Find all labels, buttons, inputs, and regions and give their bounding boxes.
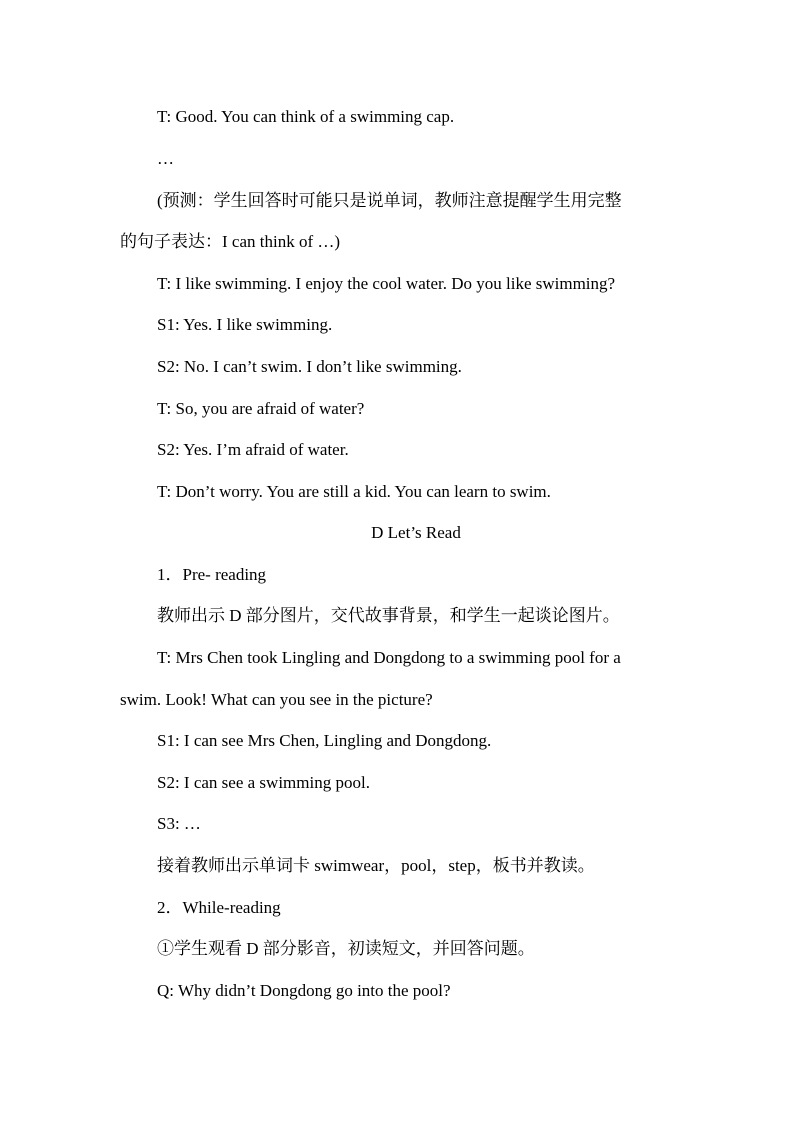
dialogue-line: T: Don’t worry. You are still a kid. You can learn to swim. [157,482,551,501]
dialogue-line: S2: I can see a swimming pool. [157,773,370,792]
dialogue-line: S1: I can see Mrs Chen, Lingling and Dongdong. [157,731,492,750]
dialogue-line: S2: No. I can’t swim. I don’t like swimming. [157,357,462,376]
dialogue-line: S2: Yes. I’m afraid of water. [157,440,349,459]
dialogue-line: T: So, you are afraid of water? [157,399,365,418]
dialogue-line: T: Good. You can think of a swimming cap. [157,107,455,126]
section-heading: D Let’s Read [371,523,461,542]
dialogue-line: T: I like swimming. I enjoy the cool water. Do you like swimming? [157,274,616,293]
note-line-continued: 的句子表达：I can think of …) [120,232,341,251]
dialogue-line: S1: Yes. I like swimming. [157,315,333,334]
question-line: Q: Why didn’t Dongdong go into the pool? [157,981,451,1000]
dialogue-line: T: Mrs Chen took Lingling and Dongdong to a swimming pool for a [157,648,621,667]
step-heading: 1．Pre- reading [157,565,267,584]
dialogue-line-continued: swim. Look! What can you see in the picture? [120,690,433,709]
instruction-line: 接着教师出示单词卡 swimwear，pool，step，板书并教读。 [157,856,595,875]
note-line: (预测：学生回答时可能只是说单词，教师注意提醒学生用完整 [157,191,622,210]
instruction-line: ①学生观看 D 部分影音，初读短文，并回答问题。 [157,939,535,958]
dialogue-line: S3: … [157,814,201,833]
step-heading: 2．While-reading [157,898,281,917]
instruction-line: 教师出示 D 部分图片，交代故事背景，和学生一起谈论图片。 [157,606,620,625]
ellipsis-line: … [157,149,174,168]
